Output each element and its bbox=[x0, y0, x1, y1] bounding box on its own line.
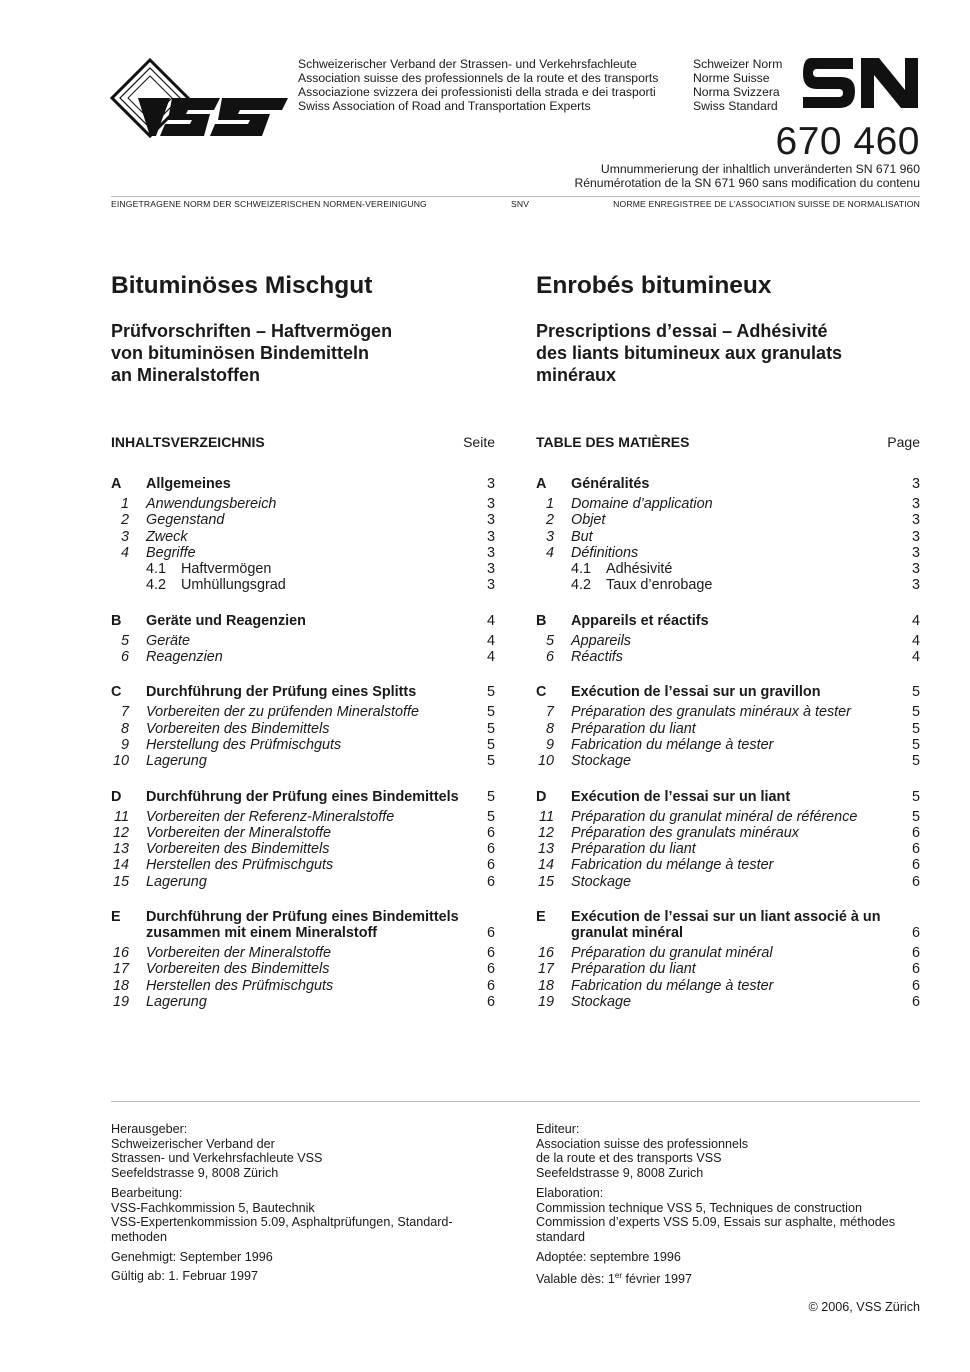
imprint-line: Editeur: bbox=[536, 1122, 580, 1136]
entry-page: 6 bbox=[486, 873, 495, 890]
entry-number: 9 bbox=[545, 736, 554, 753]
entry-page: 6 bbox=[911, 977, 920, 994]
entry-title: Fabrication du mélange à tester bbox=[571, 736, 774, 753]
entry-title: Vorbereiten der zu prüfenden Mineralstoffe bbox=[146, 704, 420, 721]
section-title: Exécution de l’essai sur un liant associé à un granulat minéral bbox=[571, 909, 881, 942]
imprint-fr bbox=[536, 1122, 920, 1292]
vss-logo bbox=[110, 58, 290, 145]
entry-title: Stockage bbox=[571, 873, 632, 890]
subtitle-line: Prüfvorschriften – Haftvermögen bbox=[111, 321, 393, 341]
section-page: 6 bbox=[486, 925, 495, 942]
entry-number: 11 bbox=[114, 808, 129, 825]
section-page: 5 bbox=[486, 684, 495, 701]
entry-page: 6 bbox=[911, 945, 920, 962]
entry-number: 12 bbox=[112, 824, 129, 841]
section-title: Généralités bbox=[571, 476, 650, 492]
entry-title: Herstellen des Prüfmischguts bbox=[146, 857, 334, 874]
imprint-line: Association suisse des professionnels bbox=[536, 1136, 749, 1151]
toc-heading-de bbox=[111, 434, 495, 450]
toc-page-label: Seite bbox=[463, 434, 495, 450]
subentry-indent bbox=[111, 577, 146, 593]
entry-number: 13 bbox=[537, 841, 554, 858]
entry-page: 3 bbox=[911, 496, 920, 512]
toc-de bbox=[111, 474, 495, 1010]
entry-number: 8 bbox=[545, 720, 554, 737]
entry-number: 15 bbox=[112, 873, 129, 890]
organization-names bbox=[298, 57, 658, 113]
toc-entry bbox=[536, 633, 920, 649]
entry-number: 7 bbox=[120, 704, 129, 721]
toc-section-heading bbox=[536, 787, 920, 805]
imprint-block bbox=[111, 1250, 495, 1265]
section-gap bbox=[111, 770, 495, 787]
toc-section-heading bbox=[111, 682, 495, 700]
toc-entry bbox=[111, 874, 495, 890]
entry-page: 6 bbox=[911, 857, 920, 874]
entry-page: 4 bbox=[486, 632, 495, 649]
imprint-block bbox=[536, 1186, 920, 1245]
entry-page: 3 bbox=[486, 528, 495, 545]
renumbering-de: Umnummerierung der inhaltlich unveränderten SN 671 960 bbox=[600, 162, 920, 176]
entry-title: Lagerung bbox=[146, 873, 207, 890]
entry-title: Vorbereiten der Mineralstoffe bbox=[146, 824, 332, 841]
norm-line: Schweizer Norm bbox=[693, 57, 783, 71]
entry-page: 5 bbox=[911, 704, 920, 721]
subentry-number: 4.1 bbox=[571, 561, 592, 578]
title-de: Bituminöses Mischgut bbox=[111, 272, 373, 299]
entry-number: 17 bbox=[537, 961, 554, 978]
toc-entry bbox=[536, 978, 920, 994]
org-line: Association suisse des professionnels de la route et des transports bbox=[298, 71, 659, 85]
entry-title: Préparation du liant bbox=[571, 841, 696, 858]
entry-number: 3 bbox=[545, 528, 554, 545]
entry-page: 6 bbox=[486, 824, 495, 841]
toc-entry bbox=[536, 721, 920, 737]
imprint-blocks bbox=[536, 1122, 920, 1264]
entry-number: 13 bbox=[112, 841, 129, 858]
entry-page: 5 bbox=[486, 808, 495, 825]
toc-entry bbox=[536, 825, 920, 841]
entry-title: Objet bbox=[571, 512, 606, 529]
entry-number: 2 bbox=[545, 512, 554, 529]
entry-page: 6 bbox=[911, 961, 920, 978]
subentry-title: Adhésivité bbox=[606, 561, 673, 578]
section-page: 5 bbox=[911, 788, 920, 805]
toc-entry bbox=[111, 961, 495, 977]
toc-entry bbox=[111, 737, 495, 753]
entry-page: 5 bbox=[911, 720, 920, 737]
entry-page: 6 bbox=[911, 824, 920, 841]
subtitle-line: minéraux bbox=[536, 365, 617, 385]
entry-page: 3 bbox=[486, 544, 495, 561]
imprint-line: Herausgeber: bbox=[111, 1122, 188, 1136]
section-letter: C bbox=[536, 684, 547, 701]
toc-entry bbox=[536, 496, 920, 512]
toc-title: INHALTSVERZEICHNIS bbox=[111, 434, 265, 450]
subtitle-de bbox=[111, 320, 495, 386]
toc-entry bbox=[536, 841, 920, 857]
entry-title: Préparation des granulats minéraux à tester bbox=[571, 704, 851, 721]
imprint-line: VSS-Fachkommission 5, Bautechnik bbox=[111, 1200, 315, 1215]
entry-title: Appareils bbox=[571, 632, 631, 649]
entry-number: 8 bbox=[120, 720, 129, 737]
entry-number: 16 bbox=[112, 945, 129, 962]
toc-entry bbox=[536, 857, 920, 873]
entry-number: 12 bbox=[537, 824, 554, 841]
toc-page-label: Page bbox=[887, 434, 920, 450]
entry-title: Reagenzien bbox=[146, 649, 223, 666]
section-gap bbox=[536, 890, 920, 907]
entry-title: Vorbereiten der Mineralstoffe bbox=[146, 945, 332, 962]
org-line: Swiss Association of Road and Transportation Experts bbox=[298, 99, 591, 113]
entry-page: 4 bbox=[911, 649, 920, 666]
entry-page: 3 bbox=[911, 512, 920, 529]
norm-line: Swiss Standard bbox=[693, 99, 778, 113]
toc-subentry bbox=[536, 561, 920, 577]
subtitle-line: von bituminösen Bindemitteln bbox=[111, 343, 370, 363]
entry-page: 5 bbox=[911, 753, 920, 770]
imprint-line: Genehmigt: September 1996 bbox=[111, 1249, 273, 1264]
toc-entry bbox=[536, 545, 920, 561]
section-page: 5 bbox=[486, 788, 495, 805]
imprint-line: methoden bbox=[111, 1229, 168, 1244]
toc-entry bbox=[111, 841, 495, 857]
section-page: 3 bbox=[911, 476, 920, 492]
section-page: 4 bbox=[911, 612, 920, 629]
imprint-line: Adoptée: septembre 1996 bbox=[536, 1249, 681, 1264]
section-title: Durchführung der Prüfung eines Bindemittels bbox=[146, 788, 459, 805]
imprint-line: Elaboration: bbox=[536, 1185, 604, 1200]
entry-title: Fabrication du mélange à tester bbox=[571, 977, 774, 994]
toc-heading-fr bbox=[536, 434, 920, 450]
toc-entry bbox=[111, 994, 495, 1010]
toc-entry bbox=[536, 529, 920, 545]
entry-title: Lagerung bbox=[146, 753, 207, 770]
entry-title: Préparation du granulat minéral de référence bbox=[571, 808, 858, 825]
toc-subentry bbox=[111, 577, 495, 593]
entry-page: 5 bbox=[486, 720, 495, 737]
subtitle-line: an Mineralstoffen bbox=[111, 365, 261, 385]
toc-entry bbox=[536, 737, 920, 753]
entry-number: 7 bbox=[545, 704, 554, 721]
entry-page: 3 bbox=[486, 512, 495, 529]
subentry-title: Umhüllungsgrad bbox=[181, 577, 286, 594]
registration-snv: SNV bbox=[510, 199, 530, 209]
entry-page: 4 bbox=[911, 632, 920, 649]
registration-bar bbox=[111, 199, 920, 209]
section-letter: A bbox=[536, 476, 547, 492]
toc-entry bbox=[111, 545, 495, 561]
entry-title: Anwendungsbereich bbox=[146, 496, 277, 512]
entry-number: 9 bbox=[120, 736, 129, 753]
subentry-page: 3 bbox=[911, 577, 920, 594]
section-page: 5 bbox=[911, 684, 920, 701]
imprint-block bbox=[111, 1269, 495, 1284]
imprint-line: Seefeldstrasse 9, 8008 Zürich bbox=[111, 1166, 279, 1181]
entry-title: Préparation des granulats minéraux bbox=[571, 824, 799, 841]
section-letter: D bbox=[111, 788, 122, 805]
entry-page: 6 bbox=[911, 993, 920, 1010]
entry-number: 2 bbox=[120, 512, 129, 529]
imprint-line: Strassen- und Verkehrsfachleute VSS bbox=[111, 1151, 323, 1166]
toc-section-heading bbox=[536, 611, 920, 629]
entry-page: 6 bbox=[911, 841, 920, 858]
entry-number: 6 bbox=[120, 649, 129, 666]
subentry-page: 3 bbox=[486, 561, 495, 578]
valid-from-fr: Valable dès: 1er février 1997 bbox=[536, 1271, 693, 1287]
title-fr: Enrobés bitumineux bbox=[536, 272, 772, 299]
entry-title: Stockage bbox=[571, 993, 632, 1010]
entry-page: 5 bbox=[911, 808, 920, 825]
entry-page: 5 bbox=[486, 753, 495, 770]
toc-entry bbox=[536, 649, 920, 665]
section-letter: D bbox=[536, 788, 547, 805]
imprint-line: Schweizerischer Verband der bbox=[111, 1136, 275, 1151]
entry-title: But bbox=[571, 528, 593, 545]
renumbering-fr: Rénumérotation de la SN 671 960 sans modification du contenu bbox=[574, 175, 920, 190]
imprint-line: Seefeldstrasse 9, 8008 Zurich bbox=[536, 1166, 704, 1181]
entry-number: 18 bbox=[112, 977, 129, 994]
imprint-de bbox=[111, 1122, 495, 1289]
section-page: 6 bbox=[911, 925, 920, 942]
norm-line: Norme Suisse bbox=[693, 71, 770, 85]
imprint-line: Gültig ab: 1. Februar 1997 bbox=[111, 1269, 259, 1284]
section-title: Geräte und Reagenzien bbox=[146, 612, 306, 629]
entry-title: Fabrication du mélange à tester bbox=[571, 857, 774, 874]
toc-section-heading bbox=[111, 611, 495, 629]
toc-entry bbox=[111, 978, 495, 994]
toc-entry bbox=[111, 649, 495, 665]
subtitle-line: Prescriptions d’essai – Adhésivité bbox=[536, 321, 828, 341]
section-title: Durchführung der Prüfung eines Splitts bbox=[146, 684, 417, 701]
subentry-title: Taux d’enrobage bbox=[606, 577, 713, 594]
entry-title: Stockage bbox=[571, 753, 632, 770]
subentry-page: 3 bbox=[911, 561, 920, 578]
entry-title: Préparation du liant bbox=[571, 720, 696, 737]
entry-title: Vorbereiten des Bindemittels bbox=[146, 720, 330, 737]
section-letter: E bbox=[536, 909, 546, 926]
entry-page: 5 bbox=[486, 736, 495, 753]
section-gap bbox=[111, 665, 495, 682]
toc-section-heading bbox=[111, 787, 495, 805]
entry-title: Herstellung des Prüfmischguts bbox=[146, 736, 342, 753]
entry-number: 10 bbox=[537, 753, 554, 770]
subentry-number: 4.2 bbox=[146, 577, 167, 594]
subentry-title: Haftvermögen bbox=[181, 561, 272, 578]
toc-entry bbox=[536, 753, 920, 769]
entry-number: 19 bbox=[112, 993, 129, 1010]
imprint-line: de la route et des transports VSS bbox=[536, 1151, 722, 1166]
section-page: 4 bbox=[486, 612, 495, 629]
entry-page: 3 bbox=[486, 496, 495, 512]
section-letter: C bbox=[111, 684, 122, 701]
toc-fr bbox=[536, 474, 920, 1010]
section-title: Exécution de l’essai sur un gravillon bbox=[571, 684, 821, 701]
toc-section-heading bbox=[536, 474, 920, 492]
entry-title: Begriffe bbox=[146, 544, 196, 561]
section-letter: A bbox=[111, 476, 122, 492]
norm-labels bbox=[693, 57, 782, 113]
entry-title: Vorbereiten der Referenz-Mineralstoffe bbox=[146, 808, 395, 825]
entry-number: 18 bbox=[537, 977, 554, 994]
toc-entry bbox=[536, 809, 920, 825]
registration-fr: NORME ENREGISTREE DE L’ASSOCIATION SUISSE DE NORMALISATION bbox=[613, 199, 920, 209]
toc-entry bbox=[111, 857, 495, 873]
entry-title: Gegenstand bbox=[146, 512, 225, 529]
entry-page: 4 bbox=[486, 649, 495, 666]
toc-entry bbox=[111, 704, 495, 720]
registration-de: EINGETRAGENE NORM DER SCHWEIZERISCHEN NORMEN-VEREINIGUNG bbox=[111, 199, 427, 209]
entry-title: Zweck bbox=[146, 528, 188, 545]
imprint-line: VSS-Expertenkommission 5.09, Asphaltprüfungen, Standard- bbox=[111, 1215, 453, 1230]
toc-section-heading bbox=[536, 907, 920, 941]
toc-entry bbox=[111, 633, 495, 649]
section-gap bbox=[536, 665, 920, 682]
entry-number: 17 bbox=[112, 961, 129, 978]
toc-section-heading bbox=[111, 907, 495, 941]
section-gap bbox=[111, 890, 495, 907]
section-title: Durchführung der Prüfung eines Bindemittels zusammen mit einem Mineralstoff bbox=[146, 909, 459, 942]
entry-number: 14 bbox=[112, 857, 129, 874]
imprint-line: Commission technique VSS 5, Techniques de construction bbox=[536, 1200, 862, 1215]
imprint-line: standard bbox=[536, 1229, 586, 1244]
entry-number: 1 bbox=[545, 496, 554, 512]
imprint-block bbox=[111, 1186, 495, 1245]
section-gap bbox=[536, 594, 920, 611]
section-title: Exécution de l’essai sur un liant bbox=[571, 788, 791, 805]
section-gap bbox=[111, 594, 495, 611]
toc-subentry bbox=[536, 577, 920, 593]
section-title: Allgemeines bbox=[146, 476, 231, 492]
toc-entry bbox=[111, 496, 495, 512]
toc-section-heading bbox=[111, 474, 495, 492]
toc-entry bbox=[111, 753, 495, 769]
entry-number: 11 bbox=[539, 808, 554, 825]
entry-number: 5 bbox=[120, 632, 129, 649]
toc-entry bbox=[111, 721, 495, 737]
footer-divider bbox=[111, 1101, 920, 1102]
entry-title: Vorbereiten des Bindemittels bbox=[146, 841, 330, 858]
entry-number: 19 bbox=[537, 993, 554, 1010]
subtitle-line: des liants bitumineux aux granulats bbox=[536, 343, 843, 363]
document-number: 670 460 bbox=[775, 120, 920, 163]
toc-entry bbox=[536, 704, 920, 720]
org-line: Associazione svizzera dei professionisti della strada e dei trasporti bbox=[298, 85, 656, 99]
toc-entry bbox=[536, 874, 920, 890]
toc-subentry bbox=[111, 561, 495, 577]
entry-number: 1 bbox=[120, 496, 129, 512]
entry-page: 6 bbox=[486, 977, 495, 994]
entry-number: 4 bbox=[120, 544, 129, 561]
entry-page: 5 bbox=[911, 736, 920, 753]
toc-entry bbox=[111, 512, 495, 528]
toc-entry bbox=[536, 512, 920, 528]
header-divider bbox=[111, 196, 920, 197]
subentry-number: 4.2 bbox=[571, 577, 592, 594]
entry-page: 3 bbox=[911, 544, 920, 561]
entry-page: 6 bbox=[486, 945, 495, 962]
sn-logo bbox=[803, 58, 919, 113]
toc-section-heading bbox=[536, 682, 920, 700]
toc-entry bbox=[111, 529, 495, 545]
subentry-indent bbox=[536, 561, 571, 577]
section-gap bbox=[536, 770, 920, 787]
toc-entry bbox=[111, 825, 495, 841]
entry-number: 14 bbox=[537, 857, 554, 874]
entry-page: 6 bbox=[486, 993, 495, 1010]
entry-title: Vorbereiten des Bindemittels bbox=[146, 961, 330, 978]
entry-page: 5 bbox=[486, 704, 495, 721]
toc-title: TABLE DES MATIÈRES bbox=[536, 434, 690, 450]
subentry-indent bbox=[536, 577, 571, 593]
toc-entry bbox=[111, 809, 495, 825]
subentry-number: 4.1 bbox=[146, 561, 167, 578]
entry-title: Geräte bbox=[146, 632, 190, 649]
entry-page: 6 bbox=[486, 841, 495, 858]
subentry-page: 3 bbox=[486, 577, 495, 594]
entry-page: 6 bbox=[911, 873, 920, 890]
entry-number: 3 bbox=[120, 528, 129, 545]
section-letter: B bbox=[111, 612, 122, 629]
entry-title: Définitions bbox=[571, 544, 639, 561]
entry-number: 4 bbox=[545, 544, 554, 561]
norm-line: Norma Svizzera bbox=[693, 85, 780, 99]
entry-title: Domaine d’application bbox=[571, 496, 713, 512]
entry-number: 6 bbox=[545, 649, 554, 666]
subentry-indent bbox=[111, 561, 146, 577]
entry-title: Lagerung bbox=[146, 993, 207, 1010]
imprint-block bbox=[111, 1122, 495, 1181]
entry-title: Préparation du liant bbox=[571, 961, 696, 978]
section-title: Appareils et réactifs bbox=[571, 612, 709, 629]
entry-number: 10 bbox=[112, 753, 129, 770]
copyright: © 2006, VSS Zürich bbox=[808, 1300, 920, 1314]
toc-entry bbox=[536, 945, 920, 961]
imprint-block bbox=[536, 1122, 920, 1181]
subtitle-fr bbox=[536, 320, 920, 386]
renumbering-note bbox=[574, 163, 920, 190]
section-page: 3 bbox=[486, 476, 495, 492]
entry-number: 16 bbox=[537, 945, 554, 962]
imprint-block bbox=[536, 1250, 920, 1265]
entry-title: Préparation du granulat minéral bbox=[571, 945, 773, 962]
section-letter: E bbox=[111, 909, 121, 926]
entry-number: 15 bbox=[537, 873, 554, 890]
entry-page: 6 bbox=[486, 857, 495, 874]
entry-page: 3 bbox=[911, 528, 920, 545]
toc-entry bbox=[111, 945, 495, 961]
entry-title: Herstellen des Prüfmischguts bbox=[146, 977, 334, 994]
toc-entry bbox=[536, 994, 920, 1010]
entry-page: 6 bbox=[486, 961, 495, 978]
entry-number: 5 bbox=[545, 632, 554, 649]
entry-title: Réactifs bbox=[571, 649, 623, 666]
toc-entry bbox=[536, 961, 920, 977]
section-letter: B bbox=[536, 612, 547, 629]
imprint-line: Bearbeitung: bbox=[111, 1185, 183, 1200]
org-line: Schweizerischer Verband der Strassen- und Verkehrsfachleute bbox=[298, 57, 637, 71]
imprint-line: Commission d’experts VSS 5.09, Essais sur asphalte, méthodes bbox=[536, 1215, 896, 1230]
